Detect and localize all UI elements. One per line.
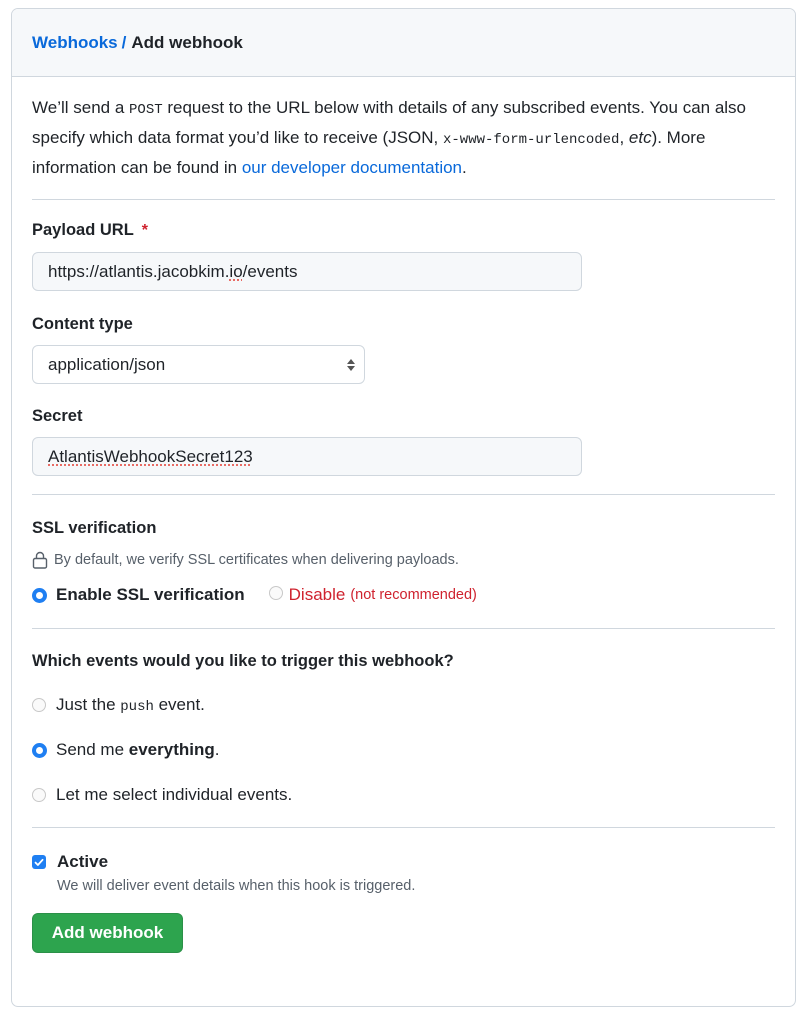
disable-ssl-label[interactable]: Disable [288, 585, 346, 604]
ssl-note-text: By default, we verify SSL certificates when delivering payloads. [54, 552, 459, 568]
enable-ssl-label[interactable]: Enable SSL verification [56, 585, 245, 604]
content-type-select[interactable] [32, 345, 365, 384]
option-text: event. [153, 695, 205, 714]
event-option-everything[interactable] [32, 740, 775, 760]
select-arrows-icon [347, 359, 355, 371]
payload-url-value: /events [242, 261, 298, 281]
checkmark-icon [34, 858, 44, 867]
ssl-note [32, 551, 775, 569]
everything-label[interactable] [56, 740, 219, 760]
active-checkbox[interactable] [32, 855, 46, 869]
payload-url-label [32, 221, 775, 240]
page-title: Add webhook [131, 32, 243, 52]
disable-ssl-note: (not recommended) [350, 587, 477, 603]
intro-part: We’ll send a [32, 98, 130, 117]
breadcrumb [12, 9, 795, 77]
everything-radio[interactable] [32, 743, 47, 758]
intro-part: , [619, 128, 629, 147]
divider [32, 494, 775, 495]
divider [32, 199, 775, 200]
push-event-radio[interactable] [32, 698, 46, 712]
payload-url-value: https://atlantis.jacobkim. [48, 261, 230, 281]
individual-events-label[interactable]: Let me select individual events. [56, 785, 293, 804]
webhook-form-box [11, 8, 796, 1007]
intro-text [32, 77, 775, 181]
intro-part: ). More information can be found in [32, 128, 706, 177]
ssl-options [32, 585, 775, 605]
option-bold: everything [128, 740, 215, 759]
option-text: Just the [56, 695, 121, 714]
breadcrumb-separator: / [121, 32, 127, 52]
divider [32, 628, 775, 629]
push-event-label[interactable] [56, 695, 205, 715]
divider [32, 827, 775, 828]
lock-icon [32, 551, 48, 569]
content-type-selected: application/json [48, 354, 166, 374]
intro-code-urlencoded: x-www-form-urlencoded [443, 132, 620, 148]
intro-em: etc [628, 128, 652, 147]
content-type-label: Content type [32, 315, 133, 333]
individual-events-radio[interactable] [32, 788, 46, 802]
option-code: push [120, 699, 154, 715]
event-option-individual[interactable] [32, 785, 775, 805]
ssl-heading: SSL verification [32, 519, 157, 537]
developer-docs-link[interactable]: our developer documentation [241, 158, 463, 177]
payload-url-label-text: Payload URL [32, 221, 134, 239]
option-text: . [214, 740, 220, 759]
active-option[interactable] [32, 852, 775, 872]
option-text: Send me [56, 740, 129, 759]
event-option-push[interactable] [32, 695, 775, 715]
events-heading: Which events would you like to trigger this webhook? [32, 652, 454, 670]
active-label[interactable]: Active [57, 852, 109, 871]
enable-ssl-radio[interactable] [32, 588, 47, 603]
add-webhook-button[interactable]: Add webhook [32, 913, 183, 953]
intro-part: . [462, 158, 467, 177]
required-asterisk: * [141, 221, 149, 239]
spellcheck-flagged-text: io [229, 261, 243, 281]
intro-code-post: POST [129, 102, 163, 118]
disable-ssl-radio[interactable] [269, 586, 283, 600]
secret-value: AtlantisWebhookSecret123 [48, 446, 253, 466]
payload-url-input[interactable] [32, 252, 582, 291]
active-note: We will deliver event details when this hook is triggered. [57, 878, 416, 894]
secret-input[interactable] [32, 437, 582, 476]
intro-part: request to the URL below with details of any subscribed events. You can also specify which data format you’d like to receive (JSON, [32, 98, 747, 147]
secret-label: Secret [32, 407, 83, 425]
breadcrumb-webhooks-link[interactable]: Webhooks [32, 32, 118, 52]
